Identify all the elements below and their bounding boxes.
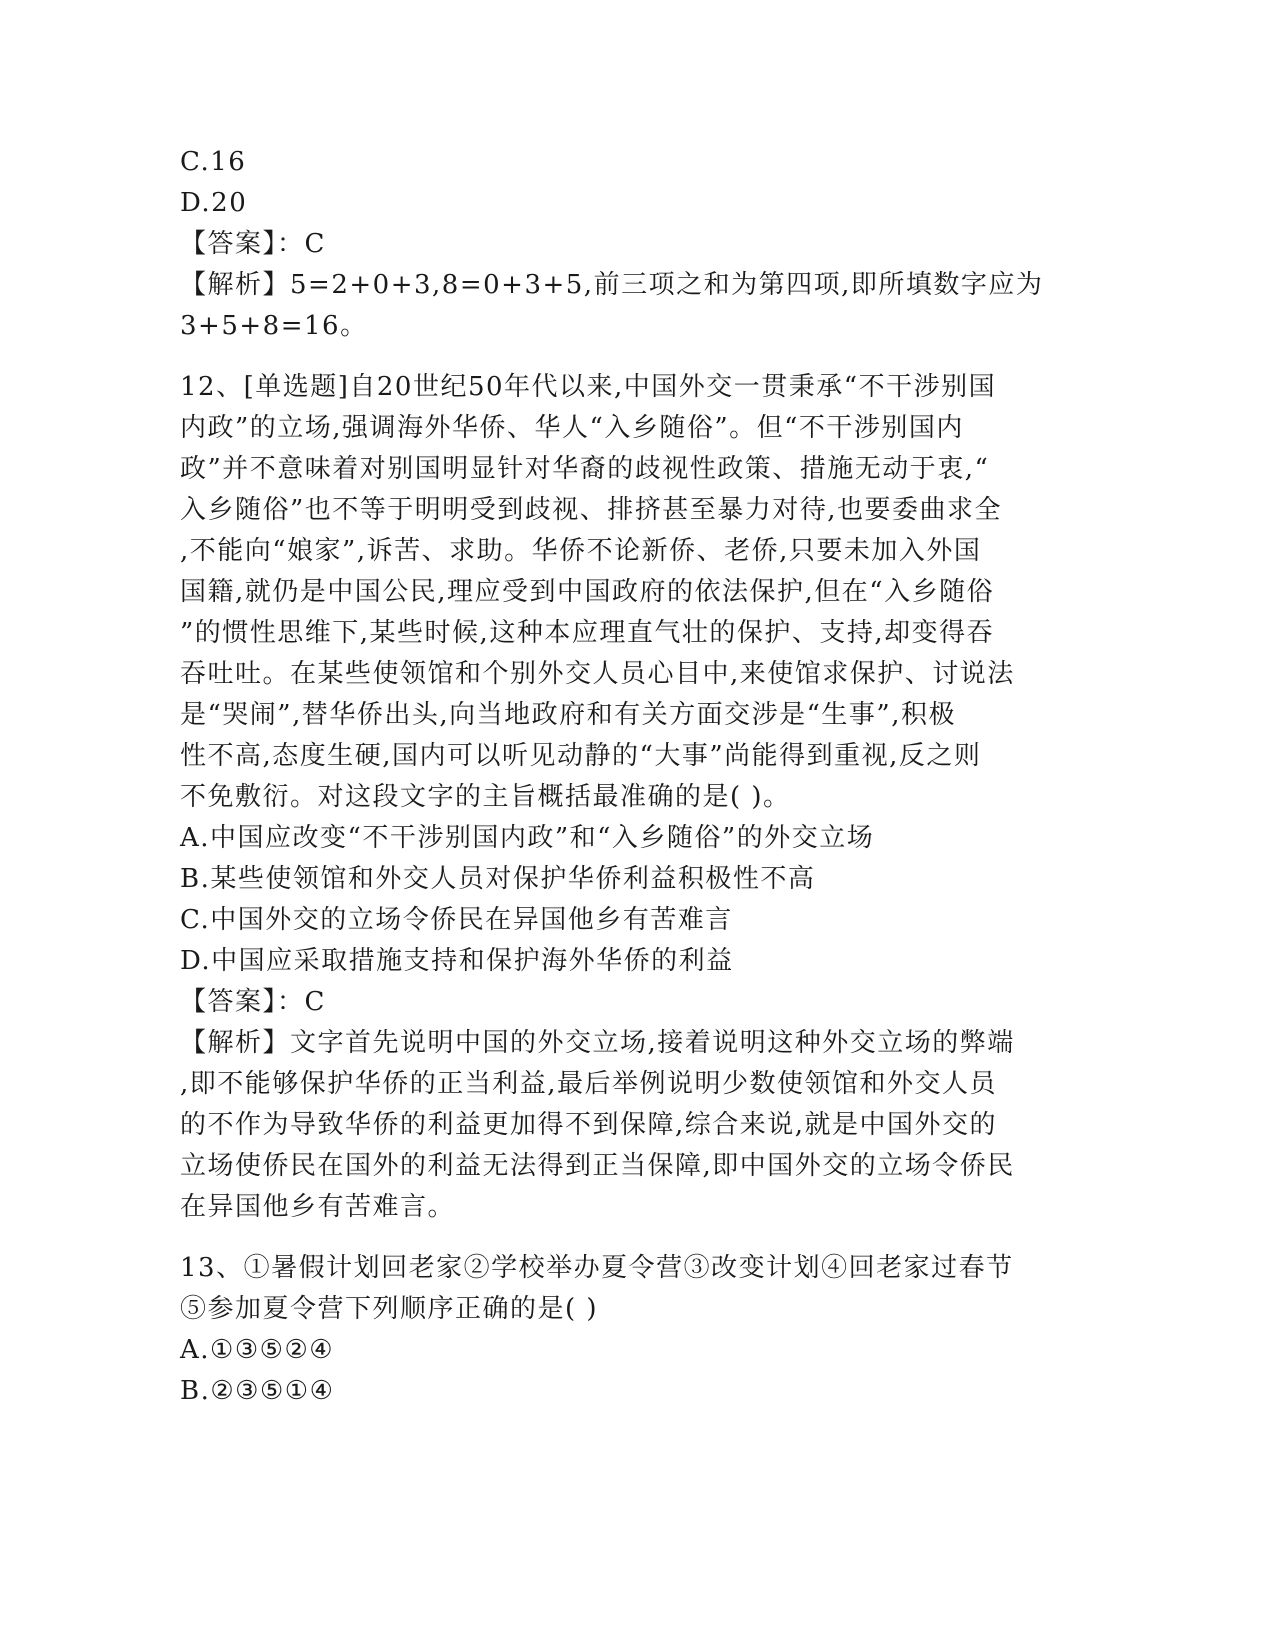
question-stem-line: 国籍,就仍是中国公民,理应受到中国政府的依法保护,但在“入乡随俗 [180, 577, 995, 607]
analysis-line: ,即不能够保护华侨的正当利益,最后举例说明少数使领馆和外交人员 [180, 1069, 998, 1099]
question-stem-line: 是“哭闹”,替华侨出头,向当地政府和有关方面交涉是“生事”,积极 [180, 700, 956, 730]
question-13 [180, 1248, 1040, 1412]
document-page [180, 142, 1044, 1412]
option-a: A.中国应改变“不干涉别国内政”和“入乡随俗”的外交立场 [180, 823, 875, 853]
question-stem-line: 13、①暑假计划回老家②学校举办夏令营③改变计划④回老家过春节 [180, 1253, 1014, 1283]
question-stem-line: 12、[单选题]自20世纪50年代以来,中国外交一贯秉承“不干涉别国 [180, 372, 997, 402]
analysis-line: 立场使侨民在国外的利益无法得到正当保障,即中国外交的立场令侨民 [180, 1151, 1015, 1181]
question-stem-line: 内政”的立场,强调海外华侨、华人“入乡随俗”。但“不干涉别国内 [180, 413, 964, 443]
question-12 [180, 367, 1040, 1228]
question-stem-line: ,不能向“娘家”,诉苦、求助。华侨不论新侨、老侨,只要未加入外国 [180, 536, 982, 566]
analysis-line: 【解析】5=2+0+3,8=0+3+5,前三项之和为第四项,即所填数字应为 [180, 270, 1044, 300]
option-d: D.中国应采取措施支持和保护海外华侨的利益 [180, 946, 734, 976]
question-stem-line: ⑤参加夏令营下列顺序正确的是( ) [180, 1294, 599, 1324]
option-a: A.①③⑤②④ [180, 1335, 335, 1365]
question-stem-line: 性不高,态度生硬,国内可以听见动静的“大事”尚能得到重视,反之则 [180, 741, 982, 771]
option-d: D.20 [180, 188, 248, 218]
option-c: C.中国外交的立场令侨民在异国他乡有苦难言 [180, 905, 733, 935]
question-stem-line: 入乡随俗”也不等于明明受到歧视、排挤甚至暴力对待,也要委曲求全 [180, 495, 1003, 525]
answer-line: 【答案】：C [180, 987, 326, 1017]
answer-line: 【答案】：C [180, 229, 326, 259]
analysis-line: 在异国他乡有苦难言。 [180, 1192, 456, 1222]
option-b: B.某些使领馆和外交人员对保护华侨利益积极性不高 [180, 864, 816, 894]
analysis-line: 【解析】文字首先说明中国的外交立场,接着说明这种外交立场的弊端 [180, 1028, 1015, 1058]
question-11-tail [180, 142, 1044, 347]
option-b: B.②③⑤①④ [180, 1376, 335, 1406]
question-stem-line: ”的惯性思维下,某些时候,这种本应理直气壮的保护、支持,却变得吞 [180, 618, 995, 648]
question-stem-line: 不免敷衍。对这段文字的主旨概括最准确的是( )。 [180, 782, 791, 812]
analysis-line: 3+5+8=16。 [180, 311, 368, 341]
question-stem-line: 政”并不意味着对别国明显针对华裔的歧视性政策、措施无动于衷,“ [180, 454, 990, 484]
analysis-line: 的不作为导致华侨的利益更加得不到保障,综合来说,就是中国外交的 [180, 1110, 998, 1140]
question-stem-line: 吞吐吐。在某些使领馆和个别外交人员心目中,来使馆求保护、讨说法 [180, 659, 1015, 689]
option-c: C.16 [180, 147, 247, 177]
